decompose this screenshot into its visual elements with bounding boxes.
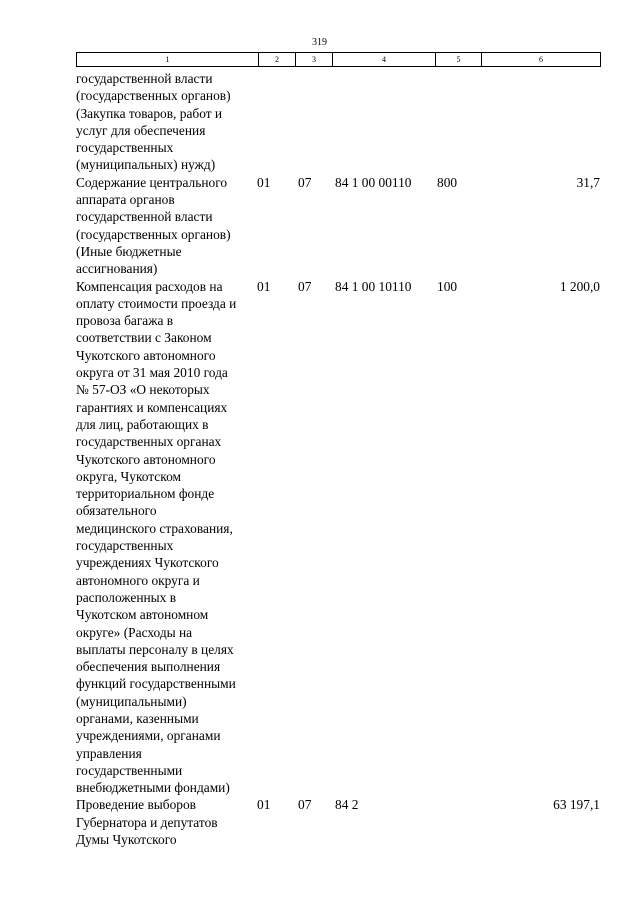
table-row — [76, 278, 600, 797]
row-name-line: Губернатора и депутатов — [76, 814, 218, 830]
row-name-line: (муниципальных) нужд) — [76, 157, 216, 173]
row-name-line: (Иные бюджетные — [76, 243, 182, 259]
header-col-5: 5 — [436, 53, 482, 67]
row-name-line: Думы Чукотского — [76, 832, 177, 848]
row-name-line: Проведение выборов — [76, 797, 196, 813]
row-name-line: учреждениями, органами — [76, 728, 221, 744]
row-target-code: 84 1 00 00110 — [335, 174, 412, 190]
row-section: 01 — [257, 278, 271, 294]
row-amount: 31,7 — [576, 174, 600, 190]
row-name-line: автономного округа и — [76, 572, 200, 588]
row-subsection: 07 — [298, 278, 312, 294]
row-name-line: внебюджетными фондами) — [76, 780, 230, 796]
row-name-line: органами, казенными — [76, 710, 199, 726]
row-amount: 1 200,0 — [559, 278, 600, 294]
row-name-line: услуг для обеспечения — [76, 122, 206, 138]
row-name-line: Чукотского автономного — [76, 451, 216, 467]
row-name-line: расположенных в — [76, 589, 177, 605]
row-name-line: территориальном фонде — [76, 486, 215, 502]
header-col-6: 6 — [482, 53, 601, 67]
column-number-header — [76, 52, 601, 67]
row-name-line: Чукотском автономном — [76, 607, 209, 623]
row-name-line: Чукотского автономного — [76, 347, 216, 363]
header-col-2: 2 — [259, 53, 296, 67]
row-name-line: округа, Чукотском — [76, 468, 181, 484]
row-name-line: соответствии с Законом — [76, 330, 212, 346]
row-amount: 63 197,1 — [553, 797, 600, 813]
row-name-line: (государственных органов) — [76, 226, 231, 242]
row-name-line: государственных — [76, 140, 174, 156]
row-name-line: государственной власти — [76, 71, 213, 86]
table-row — [76, 796, 600, 848]
row-target-code: 84 1 00 10110 — [335, 278, 412, 294]
row-name-line: государственных — [76, 538, 174, 554]
row-name-line: для лиц, работающих в — [76, 416, 209, 432]
row-name-line: (государственных органов) — [76, 88, 231, 104]
row-subsection: 07 — [298, 797, 312, 813]
row-name-line: медицинского страхования, — [76, 520, 233, 536]
row-subsection: 07 — [298, 174, 312, 190]
page-number: 319 — [312, 37, 327, 48]
row-name — [76, 278, 258, 797]
row-section: 01 — [257, 797, 271, 813]
row-name-line: аппарата органов — [76, 192, 175, 208]
budget-table-body — [76, 70, 600, 848]
row-name — [76, 70, 258, 174]
row-expense-type: 100 — [437, 278, 458, 294]
row-name-line: государственной власти — [76, 209, 213, 225]
row-name-line: выплаты персоналу в целях — [76, 641, 234, 657]
row-name-line: функций государственными — [76, 676, 236, 692]
row-name — [76, 796, 258, 848]
row-expense-type: 800 — [437, 174, 458, 190]
row-name-line: (Закупка товаров, работ и — [76, 105, 223, 121]
row-name-line: провоза багажа в — [76, 313, 174, 329]
row-name-line: № 57-ОЗ «О некоторых — [76, 382, 210, 398]
header-col-3: 3 — [296, 53, 333, 67]
row-name-line: оплату стоимости проезда и — [76, 295, 237, 311]
row-name-line: округа от 31 мая 2010 года — [76, 365, 228, 381]
row-name-line: ассигнования) — [76, 261, 158, 277]
row-name-line: Компенсация расходов на — [76, 278, 223, 294]
row-name-line: государственных органах — [76, 434, 222, 450]
table-row — [76, 70, 600, 174]
row-name-line: управления — [76, 745, 142, 761]
row-name-line: Содержание центрального — [76, 174, 228, 190]
row-name-line: учреждениях Чукотского — [76, 555, 219, 571]
row-section: 01 — [257, 174, 271, 190]
row-name-line: округе» (Расходы на — [76, 624, 193, 640]
header-col-4: 4 — [333, 53, 436, 67]
row-target-code: 84 2 — [335, 797, 359, 813]
row-name — [76, 174, 258, 278]
row-name-line: обязательного — [76, 503, 157, 519]
row-name-line: государственными — [76, 762, 183, 778]
row-name-line: обеспечения выполнения — [76, 659, 221, 675]
row-name-line: (муниципальными) — [76, 693, 187, 709]
row-name-line: гарантиях и компенсациях — [76, 399, 228, 415]
header-col-1: 1 — [77, 53, 259, 67]
header-row — [77, 53, 601, 67]
table-row — [76, 174, 600, 278]
